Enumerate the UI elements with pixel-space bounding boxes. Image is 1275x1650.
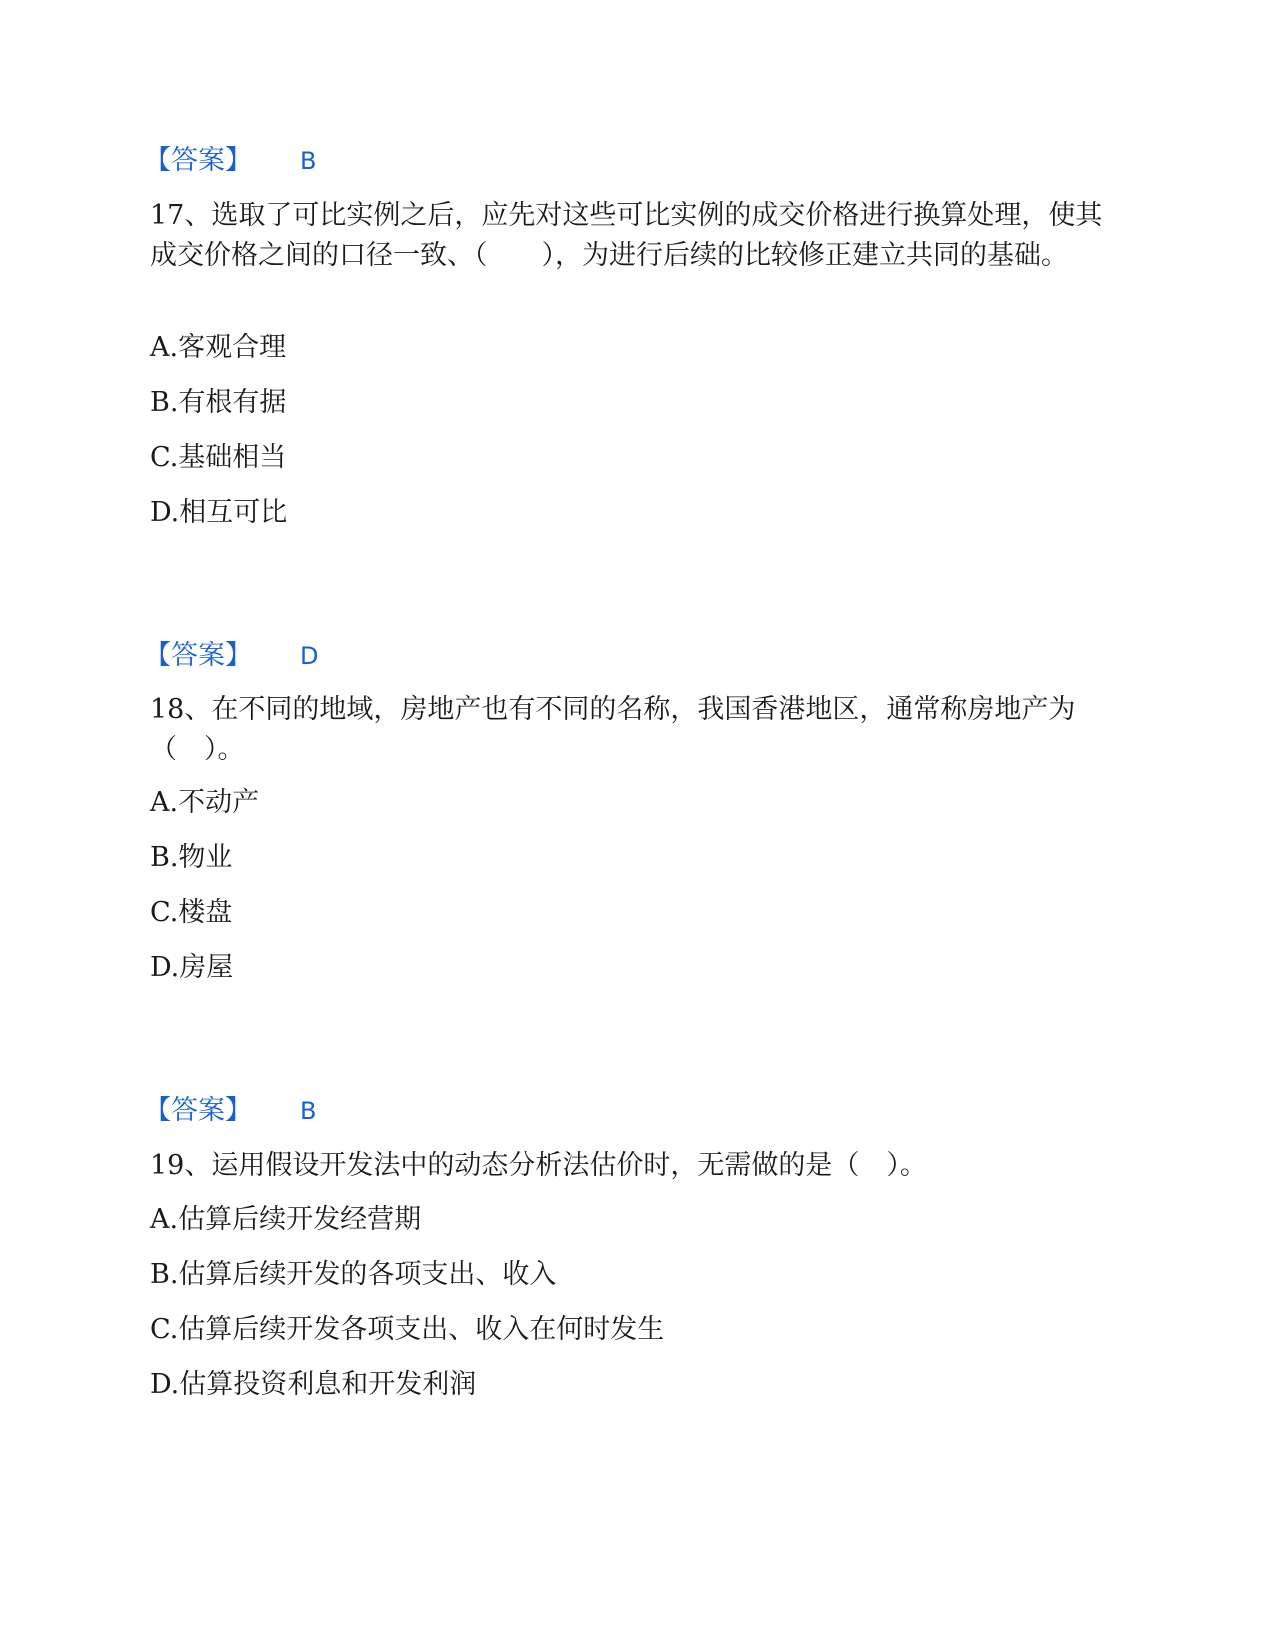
answer-value: D <box>300 642 319 670</box>
question-19-option-a: A.估算后续开发经营期 <box>150 1204 422 1235</box>
answer-line <box>144 638 1110 674</box>
question-18-option-b: B.物业 <box>150 842 233 873</box>
answer-label: 【答案】 <box>144 145 252 176</box>
question-18-text: 18、在不同的地域，房地产也有不同的名称，我国香港地区，通常称房地产为（ ）。 <box>150 694 1076 765</box>
question-19-option-b: B.估算后续开发的各项支出、收入 <box>150 1259 557 1290</box>
question-19-option-d: D.估算投资利息和开发利润 <box>150 1369 477 1400</box>
question-18-option-c: C.楼盘 <box>150 897 233 928</box>
question-17-option-d: D.相互可比 <box>150 497 288 528</box>
question-17-option-b: B.有根有据 <box>150 387 287 418</box>
answer-line <box>144 143 1110 179</box>
answer-value: B <box>300 147 317 175</box>
question-18-option-a: A.不动产 <box>150 787 260 818</box>
question-19-text: 19、运用假设开发法中的动态分析法估价时，无需做的是（ ）。 <box>150 1150 927 1181</box>
question-17-option-a: A.客观合理 <box>150 332 287 363</box>
answer-label: 【答案】 <box>144 1095 252 1126</box>
answer-line <box>144 1093 1110 1129</box>
answer-label: 【答案】 <box>144 640 252 671</box>
question-17-option-c: C.基础相当 <box>150 442 287 473</box>
question-19-option-c: C.估算后续开发各项支出、收入在何时发生 <box>150 1314 665 1345</box>
question-18-option-d: D.房屋 <box>150 952 234 983</box>
question-17-text: 17、选取了可比实例之后，应先对这些可比实例的成交价格进行换算处理，使其成交价格之间的口径一致、（ ），为进行后续的比较修正建立共同的基础。 <box>150 200 1103 271</box>
answer-value: B <box>300 1097 317 1125</box>
